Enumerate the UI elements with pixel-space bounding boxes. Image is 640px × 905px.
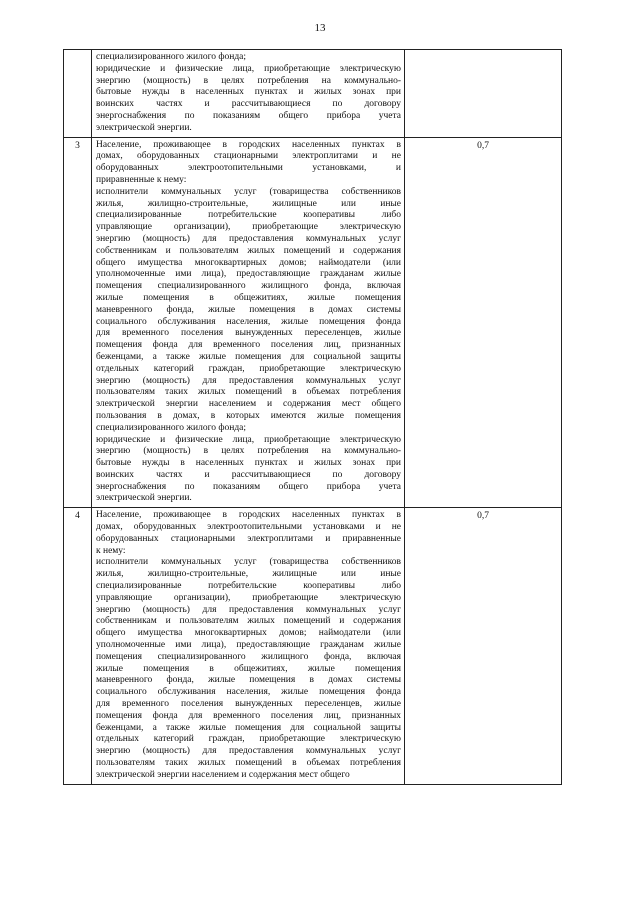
- text-line: помещения специализированного жилищного фонда, включая: [96, 281, 401, 292]
- text-line: юридические и физические лица, приобретающие электрическую: [96, 434, 401, 445]
- row-description-cell: [92, 50, 405, 138]
- text-line: помещения фонда для временного поселения лиц, признанных: [96, 340, 401, 351]
- text-line: бытовые нужды в населенных пунктах и жилых зонах при: [96, 458, 401, 469]
- table-row: [64, 50, 562, 138]
- text-line: бытовые нужды в населенных пунктах и жилых зонах при: [96, 87, 401, 98]
- tariff-table: [63, 49, 562, 785]
- text-line: исполнители коммунальных услуг (товарищества собственников: [96, 557, 401, 568]
- row-description-cell: [92, 137, 405, 508]
- row-value: 0,7: [477, 140, 489, 151]
- text-line: домах, оборудованных стационарными электроплитами и не: [96, 151, 401, 162]
- text-line: для временного поселения вынужденных переселенцев, жилые: [96, 328, 401, 339]
- text-line: электрической энергии населением и содержания мест общего: [96, 769, 350, 780]
- text-line: электрической энергии.: [96, 493, 192, 504]
- text-line: энергию (мощность) для предоставления коммунальных услуг: [96, 233, 401, 244]
- row-number: [64, 50, 91, 53]
- text-line: специализированные потребительские кооперативы либо: [96, 210, 401, 221]
- text-line: отдельных категорий граждан, приобретающие электрическую: [96, 363, 401, 374]
- text-line: оборудованных стационарными электроплитами и приравненные: [96, 533, 401, 544]
- text-line: общего имущества многоквартирных домов; наймодатели (или: [96, 257, 401, 268]
- text-line: маневренного фонда, жилые помещения в домах системы: [96, 675, 401, 686]
- text-line: электрической энергии.: [96, 122, 192, 133]
- row-number-cell: [64, 137, 92, 508]
- text-line: социального обслуживания населения, жилые помещения фонда: [96, 687, 401, 698]
- text-line: специализированные потребительские кооперативы либо: [96, 581, 401, 592]
- row-value: 0,7: [477, 511, 489, 522]
- text-line: собственникам и пользователям жилых помещений и содержания: [96, 616, 401, 627]
- text-line: к нему:: [96, 545, 126, 556]
- text-line: жилья, жилищно-строительные, жилищные или иные: [96, 569, 401, 580]
- row-number-cell: [64, 50, 92, 138]
- text-line: специализированного жилого фонда;: [96, 422, 247, 433]
- text-line: домах, оборудованных электроотопительными установками и не: [96, 522, 401, 533]
- text-line: воинских частях и рассчитывающиеся по договору: [96, 469, 401, 480]
- row-value: [405, 50, 561, 53]
- row-number: 4: [75, 511, 80, 522]
- row-number: 3: [75, 140, 80, 151]
- text-line: приравненные к нему:: [96, 174, 187, 185]
- text-line: пользования в домах, в которых имеются жилые помещения: [96, 410, 401, 421]
- row-value-cell: [405, 137, 562, 508]
- text-line: Население, проживающее в городских населенных пунктах в: [96, 510, 401, 521]
- text-line: маневренного фонда, жилые помещения в домах системы: [96, 304, 401, 315]
- text-line: жилые помещения в общежитиях, жилые помещения: [96, 292, 401, 303]
- row-description: [92, 138, 404, 508]
- table-row: [64, 137, 562, 508]
- row-value-cell: [405, 508, 562, 784]
- text-line: энергию (мощность) для предоставления коммунальных услуг: [96, 746, 401, 757]
- text-line: уполномоченные ими лица), предоставляющие гражданам жилые: [96, 640, 401, 651]
- text-line: пользователям таких жилых помещений в объемах потребления: [96, 387, 401, 398]
- text-line: беженцами, а также жилые помещения для социальной защиты: [96, 722, 401, 733]
- row-value-cell: [405, 50, 562, 138]
- text-line: беженцами, а также жилые помещения для социальной защиты: [96, 351, 401, 362]
- text-line: жилья, жилищно-строительные, жилищные или иные: [96, 198, 401, 209]
- text-line: энергоснабжения по показаниям общего прибора учета: [96, 110, 401, 121]
- row-description: [92, 50, 404, 137]
- text-line: воинских частях и рассчитывающиеся по договору: [96, 99, 401, 110]
- row-number-cell: [64, 508, 92, 784]
- text-line: энергию (мощность) для предоставления коммунальных услуг: [96, 604, 401, 615]
- text-line: энергию (мощность) в целях потребления на коммунально-: [96, 446, 401, 457]
- text-line: общего имущества многоквартирных домов; наймодатели (или: [96, 628, 401, 639]
- text-line: помещения фонда для временного поселения лиц, признанных: [96, 710, 401, 721]
- page-number: 13: [314, 22, 326, 34]
- text-line: оборудованных электроотопительными установками, и: [96, 163, 401, 174]
- text-line: исполнители коммунальных услуг (товарищества собственников: [96, 186, 401, 197]
- text-line: социального обслуживания населения, жилые помещения фонда: [96, 316, 401, 327]
- text-line: юридические и физические лица, приобретающие электрическую: [96, 63, 401, 74]
- text-line: электрической энергии населением и содержания мест общего: [96, 399, 401, 410]
- text-line: помещения специализированного жилищного фонда, включая: [96, 651, 401, 662]
- text-line: управляющие организации), приобретающие электрическую: [96, 222, 401, 233]
- text-line: уполномоченные ими лица), предоставляющие гражданам жилые: [96, 269, 401, 280]
- text-line: управляющие организации), приобретающие электрическую: [96, 592, 401, 603]
- text-line: для временного поселения вынужденных переселенцев, жилые: [96, 699, 401, 710]
- text-line: энергоснабжения по показаниям общего прибора учета: [96, 481, 401, 492]
- text-line: энергию (мощность) в целях потребления на коммунально-: [96, 75, 401, 86]
- text-line: Население, проживающее в городских населенных пунктах в: [96, 139, 401, 150]
- row-description: [92, 508, 404, 783]
- table-row: [64, 508, 562, 784]
- row-description-cell: [92, 508, 405, 784]
- table-body: [64, 50, 562, 785]
- text-line: собственникам и пользователям жилых помещений и содержания: [96, 245, 401, 256]
- text-line: энергию (мощность) для предоставления коммунальных услуг: [96, 375, 401, 386]
- text-line: отдельных категорий граждан, приобретающие электрическую: [96, 734, 401, 745]
- text-line: пользователям таких жилых помещений в объемах потребления: [96, 758, 401, 769]
- text-line: жилые помещения в общежитиях, жилые помещения: [96, 663, 401, 674]
- text-line: специализированного жилого фонда;: [96, 52, 247, 62]
